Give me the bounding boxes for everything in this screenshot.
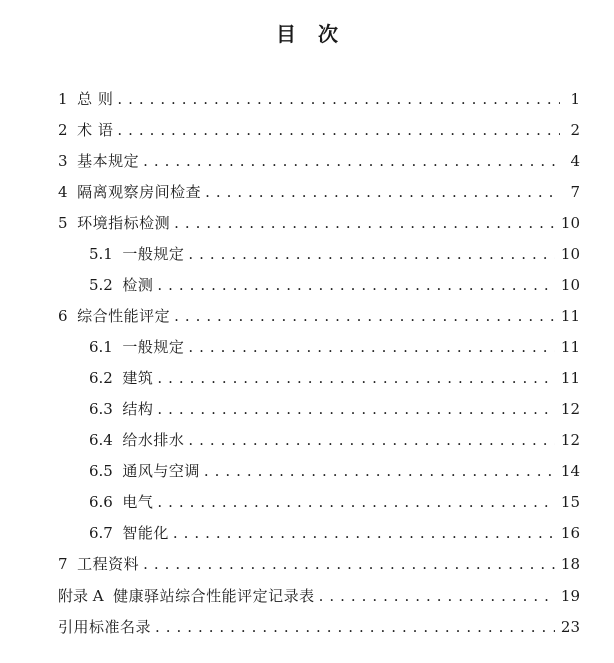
entry-label: 总 则 <box>77 90 114 108</box>
entry-page: 2 <box>570 121 580 139</box>
dot-leader <box>143 551 555 577</box>
entry-number: 2 <box>58 121 78 139</box>
entry-number: 6.7 <box>89 524 123 542</box>
toc-entry-references[interactable] <box>58 614 580 640</box>
dot-leader <box>117 117 560 143</box>
toc-entry-6-5[interactable] <box>89 458 580 484</box>
entry-label: 建筑 <box>122 369 154 387</box>
entry-number: 3 <box>58 152 78 170</box>
toc-entry-6-2[interactable] <box>89 365 580 391</box>
entry-label: 给水排水 <box>122 431 185 449</box>
toc-entry-7[interactable] <box>58 551 580 577</box>
toc-entry-5-1[interactable] <box>89 241 580 267</box>
toc-entry-6-1[interactable] <box>89 334 580 360</box>
entry-number: 6.3 <box>89 400 123 418</box>
dot-leader <box>155 614 555 640</box>
entry-number: 5 <box>58 214 78 232</box>
entry-page: 15 <box>560 493 580 511</box>
dot-leader <box>174 210 555 236</box>
toc-entry-6-7[interactable] <box>89 520 580 546</box>
entry-number: 6.2 <box>89 369 123 387</box>
entry-label: 综合性能评定 <box>77 307 171 325</box>
dot-leader <box>204 458 555 484</box>
dot-leader <box>143 148 560 174</box>
title-char-1: 目 <box>276 22 296 46</box>
entry-page: 11 <box>560 369 580 387</box>
entry-page: 4 <box>570 152 580 170</box>
title-char-2: 次 <box>318 22 338 46</box>
entry-label: 一般规定 <box>122 338 185 356</box>
entry-page: 19 <box>560 587 580 605</box>
entry-number: 7 <box>58 555 78 573</box>
dot-leader <box>157 489 554 515</box>
entry-number: 5.2 <box>89 276 123 294</box>
toc-entry-1[interactable] <box>58 86 580 112</box>
toc-entry-2[interactable] <box>58 117 580 143</box>
entry-label: 引用标准名录 <box>58 618 152 636</box>
entry-page: 14 <box>560 462 580 480</box>
page-title <box>0 18 614 47</box>
toc-entry-appendix-a[interactable] <box>58 583 580 609</box>
dot-leader <box>188 334 554 360</box>
dot-leader <box>157 272 554 298</box>
entry-label: 工程资料 <box>77 555 140 573</box>
dot-leader <box>117 86 560 112</box>
entry-label: 电气 <box>122 493 154 511</box>
entry-label: 检测 <box>122 276 154 294</box>
toc-entry-6[interactable] <box>58 303 580 329</box>
toc-entry-3[interactable] <box>58 148 580 174</box>
dot-leader <box>188 427 554 453</box>
entry-page: 18 <box>560 555 580 573</box>
entry-number: 6.6 <box>89 493 123 511</box>
entry-label: 智能化 <box>122 524 169 542</box>
entry-page: 11 <box>560 307 580 325</box>
entry-number: 4 <box>58 183 78 201</box>
dot-leader <box>174 303 555 329</box>
entry-page: 10 <box>560 214 580 232</box>
entry-page: 11 <box>560 338 580 356</box>
entry-page: 12 <box>560 400 580 418</box>
entry-label: 一般规定 <box>122 245 185 263</box>
dot-leader <box>157 365 554 391</box>
toc-entry-6-4[interactable] <box>89 427 580 453</box>
dot-leader <box>205 179 560 205</box>
entry-number: 6.1 <box>89 338 123 356</box>
dot-leader <box>173 520 555 546</box>
entry-page: 23 <box>560 618 580 636</box>
entry-label: 结构 <box>122 400 154 418</box>
entry-label: 健康驿站综合性能评定记录表 <box>113 587 315 605</box>
entry-label: 术 语 <box>77 121 114 139</box>
entry-page: 7 <box>570 183 580 201</box>
dot-leader <box>188 241 554 267</box>
entry-page: 12 <box>560 431 580 449</box>
entry-label: 隔离观察房间检查 <box>77 183 202 201</box>
toc-entry-5-2[interactable] <box>89 272 580 298</box>
entry-number: 1 <box>58 90 78 108</box>
entry-number: 6.4 <box>89 431 123 449</box>
entry-label: 通风与空调 <box>122 462 200 480</box>
toc-entry-6-6[interactable] <box>89 489 580 515</box>
entry-page: 1 <box>570 90 580 108</box>
toc-entry-6-3[interactable] <box>89 396 580 422</box>
entry-label: 基本规定 <box>77 152 140 170</box>
entry-page: 16 <box>560 524 580 542</box>
dot-leader <box>319 583 555 609</box>
entry-label: 环境指标检测 <box>77 214 171 232</box>
entry-page: 10 <box>560 245 580 263</box>
entry-page: 10 <box>560 276 580 294</box>
entry-number: 6.5 <box>89 462 123 480</box>
toc-entry-4[interactable] <box>58 179 580 205</box>
entry-number: 附录 A <box>58 587 114 605</box>
entry-number: 5.1 <box>89 245 123 263</box>
dot-leader <box>157 396 554 422</box>
toc-entry-5[interactable] <box>58 210 580 236</box>
entry-number: 6 <box>58 307 78 325</box>
